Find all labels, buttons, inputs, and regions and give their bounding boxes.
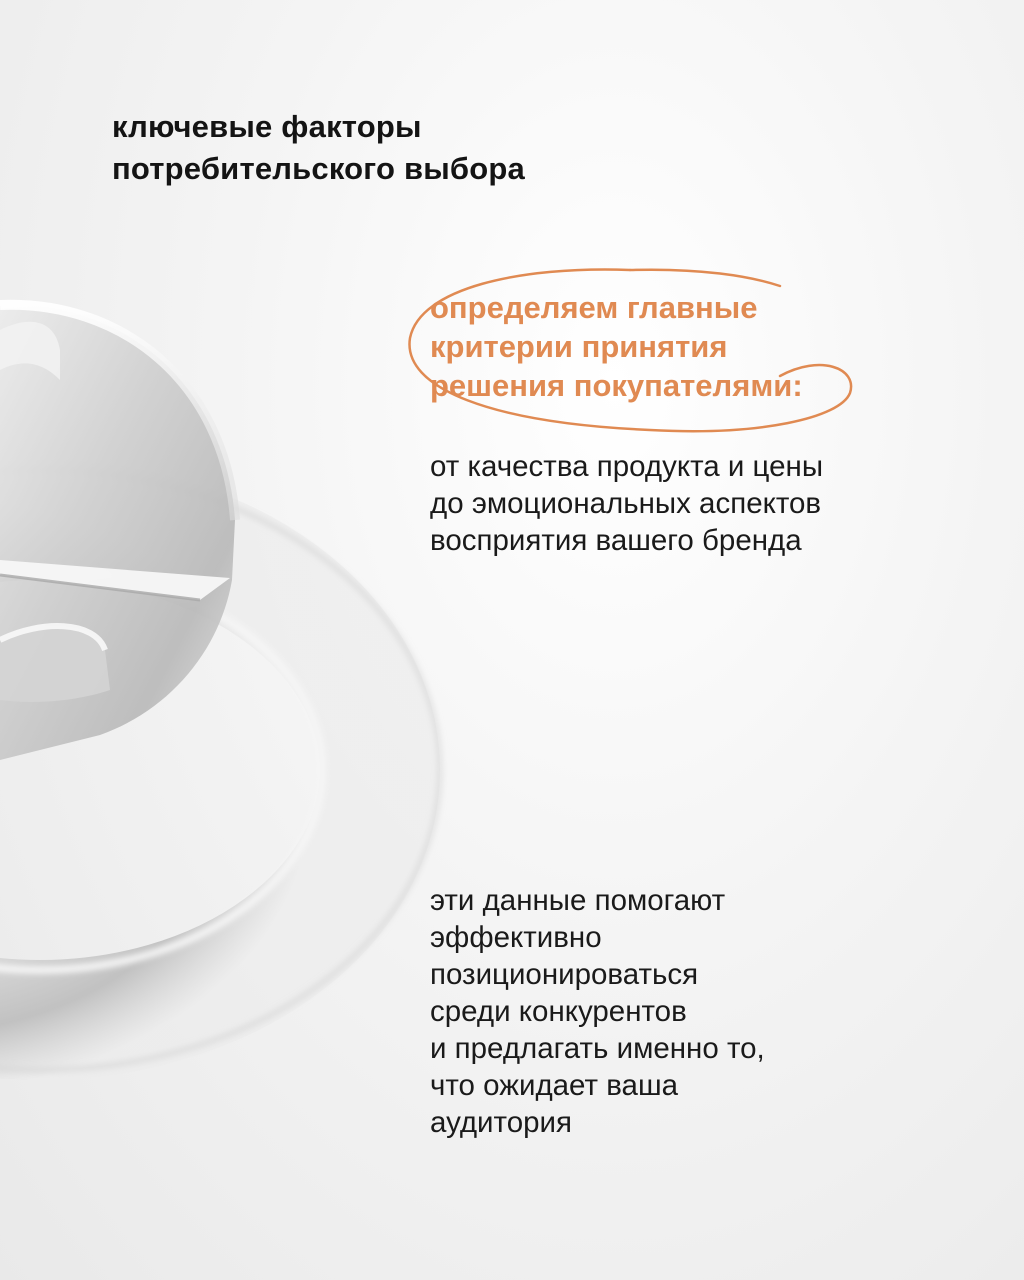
paragraph-line: и предлагать именно то,: [430, 1032, 765, 1065]
highlight-line: решения покупателями:: [430, 368, 803, 403]
highlight-block: [400, 258, 860, 448]
highlight-line: определяем главные: [430, 290, 758, 325]
paragraph-line: эти данные помогают: [430, 884, 726, 917]
title-line: потребительского выбора: [112, 151, 525, 186]
highlight-text: [430, 288, 803, 405]
paragraph-line: среди конкурентов: [430, 995, 687, 1028]
paragraph-line: от качества продукта и цены: [430, 450, 824, 483]
paragraph-line: позиционироваться: [430, 958, 699, 991]
paragraph-line: что ожидает ваша: [430, 1069, 679, 1102]
paragraph-line: до эмоциональных аспектов: [430, 487, 822, 520]
page-title: [112, 106, 525, 190]
paragraph-quality-price: [430, 448, 823, 559]
title-line: ключевые факторы: [112, 109, 422, 144]
paragraph-line: эффективно: [430, 921, 602, 954]
highlight-line: критерии принятия: [430, 329, 728, 364]
paragraph-positioning: [430, 882, 765, 1141]
paragraph-line: аудитория: [430, 1106, 572, 1139]
paragraph-line: восприятия вашего бренда: [430, 524, 802, 557]
